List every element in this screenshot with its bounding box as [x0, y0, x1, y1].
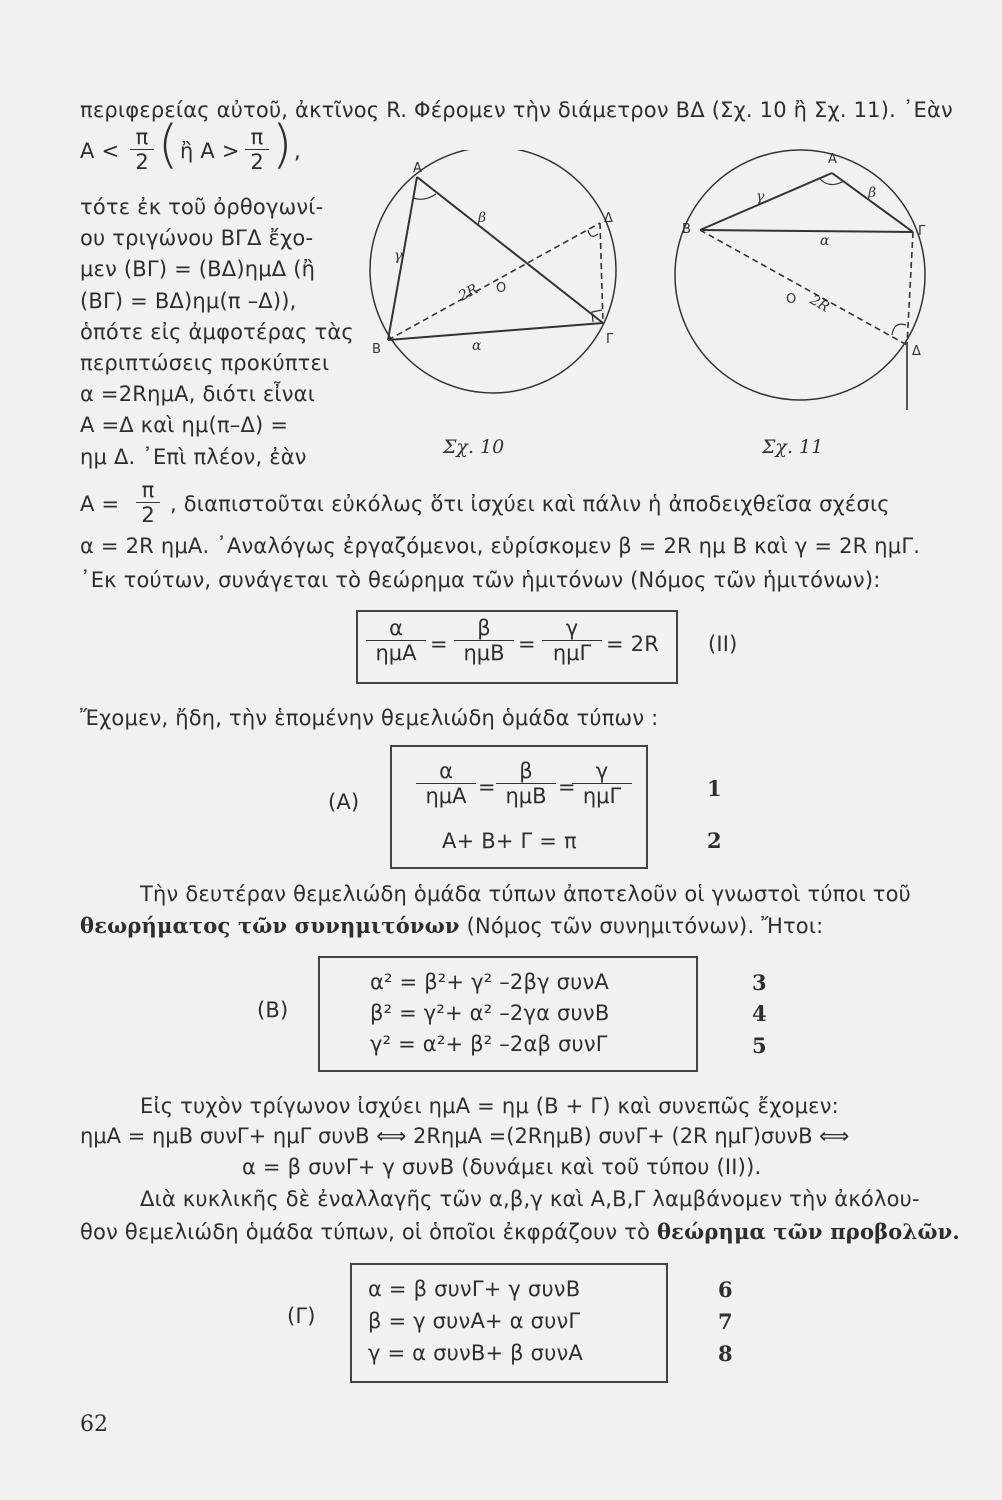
- eq-number-8: 8: [718, 1341, 733, 1366]
- para-line: Α =Δ καὶ ημ(π–Δ) =: [80, 413, 289, 438]
- fig10-label-G: Γ: [606, 332, 614, 347]
- projection-law-b: β = γ συνΑ+ α συνΓ: [368, 1309, 581, 1333]
- fig11-label-A: Α: [828, 152, 837, 167]
- left-column-paragraph: [80, 192, 354, 473]
- cosine-law-c: γ² = α²+ β² –2αβ συνΓ: [370, 1032, 608, 1056]
- angle-sum: Α+ Β+ Γ = π: [442, 829, 577, 853]
- text-hma-line: ημΑ = ημΒ συνΓ+ ημΓ συνΒ ⟺ 2RημΑ =(2RημΒ) συνΓ+ (2R ημΓ)συνΒ ⟺: [80, 1124, 850, 1148]
- after-fraction-text: , διαπιστοῦται εὐκόλως ὅτι ἰσχύει καὶ πάλιν ἡ ἀποδειχθεῖσα σχέσις: [170, 492, 890, 516]
- fig11-label-D: Δ: [912, 344, 921, 359]
- cosine-law-b: β² = γ²+ α² –2γα συνΒ: [370, 1001, 610, 1025]
- equals-2R: = 2R: [606, 632, 660, 656]
- fig11-label-B: Β: [682, 222, 691, 237]
- eq-number-6: 6: [718, 1277, 733, 1302]
- equals: =: [558, 775, 576, 799]
- text-ek-line: ᾿Εκ τούτων, συνάγεται τὸ θεώρημα τῶν ἡμιτόνων (Νόμος τῶν ἡμιτόνων):: [80, 568, 881, 592]
- denominator: ημΑ: [416, 783, 476, 808]
- denominator: ημΓ: [572, 783, 632, 808]
- a-equals-line: [80, 478, 960, 528]
- numerator: β: [477, 616, 491, 640]
- fraction-pi-2c: [136, 478, 160, 527]
- para-line: (ΒΓ) = ΒΔ)ημ(π –Δ)),: [80, 288, 297, 313]
- fraction-pi-2b: [245, 125, 269, 174]
- group-B-box: [318, 956, 698, 1072]
- pi-numerator: π: [250, 125, 264, 149]
- group-A-tag: (Α): [328, 790, 360, 814]
- fig10-label-D: Δ: [604, 211, 613, 226]
- frac-c-sinG: [572, 759, 632, 808]
- ineq-comma: ,: [294, 139, 301, 163]
- projection-theorem-bold: θεώρημα τῶν προβολῶν.: [656, 1219, 960, 1244]
- denominator: ημΓ: [542, 640, 602, 665]
- inequality: [80, 115, 380, 185]
- fig11-caption: Σχ. 11: [762, 436, 824, 458]
- formula-II-box: [356, 610, 678, 684]
- frac-a-sinA: [416, 759, 476, 808]
- page-number: 62: [80, 1412, 108, 1437]
- numerator: β: [519, 759, 533, 783]
- text-dia-line: Διὰ κυκλικῆς δὲ ἐναλλαγῆς τῶν α,β,γ καὶ Α,Β,Γ λαμβάνομεν τὴν ἀκόλου-: [140, 1187, 920, 1211]
- two-denominator: 2: [136, 502, 160, 527]
- equals: =: [478, 775, 496, 799]
- denominator: ημΒ: [496, 783, 556, 808]
- ineq-a: Α <: [80, 139, 120, 163]
- fig10-label-B: Β: [372, 342, 381, 357]
- numerator: α: [389, 616, 403, 640]
- eq-number-7: 7: [718, 1309, 733, 1334]
- cosine-law-a: α² = β²+ γ² –2βγ συνΑ: [370, 970, 609, 994]
- para-line: περιπτώσεις προκύπτει: [80, 351, 330, 376]
- fig11-label-b: β: [868, 185, 877, 201]
- fig10-label-O: Ο: [496, 281, 507, 296]
- text-line-1: περιφερείας αὐτοῦ, ἀκτῖνος R. Φέρομεν τὴν διάμετρον ΒΔ (Σχ. 10 ἢ Σχ. 11). ᾿Εὰν: [80, 98, 953, 122]
- pi-numerator: π: [141, 478, 155, 502]
- eq-number-5: 5: [752, 1033, 767, 1058]
- eq-number-1: 1: [707, 776, 722, 801]
- fig10-label-A: Α: [413, 161, 422, 176]
- fig10-label-b: β: [478, 210, 487, 226]
- eq-number-2: 2: [707, 828, 722, 853]
- eq-number-4: 4: [752, 1001, 767, 1026]
- frac-b-sinB: [496, 759, 556, 808]
- two-denominator: 2: [245, 149, 269, 174]
- para-line: τότε ἐκ τοῦ ὀρθογωνί-: [80, 195, 324, 219]
- text-alpha-line: α = 2R ημΑ. ᾿Αναλόγως ἐργαζόμενοι, εὑρίσκομεν β = 2R ημ Β καὶ γ = 2R ημΓ.: [80, 534, 921, 558]
- text-deuteran-2-rest: (Νόμος τῶν συνημιτόνων). Ἤτοι:: [459, 914, 824, 938]
- fraction-pi-2: [130, 125, 154, 174]
- projection-law-c: γ = α συνΒ+ β συνΑ: [368, 1341, 583, 1365]
- numerator: α: [439, 759, 453, 783]
- denominator: ημΑ: [366, 640, 426, 665]
- fig11-label-O: Ο: [786, 292, 797, 307]
- left-paren: (: [158, 115, 179, 175]
- frac-c-sinG: [542, 616, 602, 665]
- eq-number-3: 3: [752, 970, 767, 995]
- para-line: α =2RημΑ, διότι εἶναι: [80, 382, 316, 407]
- a-eq: Α =: [80, 492, 120, 516]
- right-paren: ): [272, 115, 293, 175]
- frac-b-sinB: [454, 616, 514, 665]
- para-line: ου τριγώνου ΒΓΔ ἔχο-: [80, 226, 314, 251]
- pi-numerator: π: [135, 125, 149, 149]
- text-deuteran-1: Τὴν δευτέραν θεμελιώδη ὁμάδα τύπων ἀποτελοῦν οἱ γνωστοὶ τύποι τοῦ: [140, 882, 911, 906]
- text-deuteran-2: [80, 913, 823, 938]
- fig11-label-c: γ: [756, 189, 765, 205]
- denominator: ημΒ: [454, 640, 514, 665]
- equals: =: [518, 632, 536, 656]
- figure-11: [672, 145, 942, 465]
- group-A-box: [390, 745, 648, 869]
- formula-II-tag: (ΙΙ): [708, 632, 738, 656]
- two-denominator: 2: [130, 149, 154, 174]
- numerator: γ: [565, 616, 579, 640]
- equals: =: [430, 632, 448, 656]
- para-line: ὁπότε εἰς ἀμφοτέρας τὰς: [80, 319, 354, 344]
- para-line: ημ Δ. ᾿Επὶ πλέον, ἐὰν: [80, 444, 307, 469]
- group-G-tag: (Γ): [287, 1304, 316, 1328]
- fig10-label-2R: 2R: [456, 281, 481, 305]
- fig10-caption: Σχ. 10: [443, 436, 505, 458]
- ineq-b: ἢ Α >: [180, 139, 240, 163]
- fig10-label-c: γ: [394, 248, 403, 264]
- figure-10: [360, 150, 640, 470]
- text-thon-line: [80, 1219, 960, 1244]
- text-exomen-line: Ἔχομεν, ἤδη, τὴν ἑπομένην θεμελιώδη ὁμάδα τύπων :: [80, 706, 659, 730]
- fig11-label-2R: 2R: [807, 292, 832, 316]
- text-thon-rest: θον θεμελιώδη ὁμάδα τύπων, οἱ ὁποῖοι ἐκφράζουν τὸ: [80, 1220, 651, 1244]
- frac-a-sinA: [366, 616, 426, 665]
- fig11-label-a: α: [820, 233, 830, 249]
- projection-law-a: α = β συνΓ+ γ συνΒ: [368, 1277, 581, 1301]
- text-eis-line: Εἰς τυχὸν τρίγωνον ἰσχύει ημΑ = ημ (Β + Γ) καὶ συνεπῶς ἔχομεν:: [140, 1094, 839, 1118]
- group-B-tag: (Β): [257, 998, 289, 1022]
- cosine-theorem-bold: θεωρήματος τῶν συνημιτόνων: [80, 913, 460, 938]
- numerator: γ: [595, 759, 609, 783]
- para-line: μεν (ΒΓ) = (ΒΔ)ημΔ (ἢ: [80, 257, 316, 282]
- group-G-box: [350, 1263, 668, 1383]
- fig11-label-G: Γ: [918, 224, 926, 239]
- fig10-label-a: α: [472, 338, 482, 354]
- text-alpha2-line: α = β συνΓ+ γ συνΒ (δυνάμει καὶ τοῦ τύπου (ΙΙ)).: [242, 1155, 762, 1179]
